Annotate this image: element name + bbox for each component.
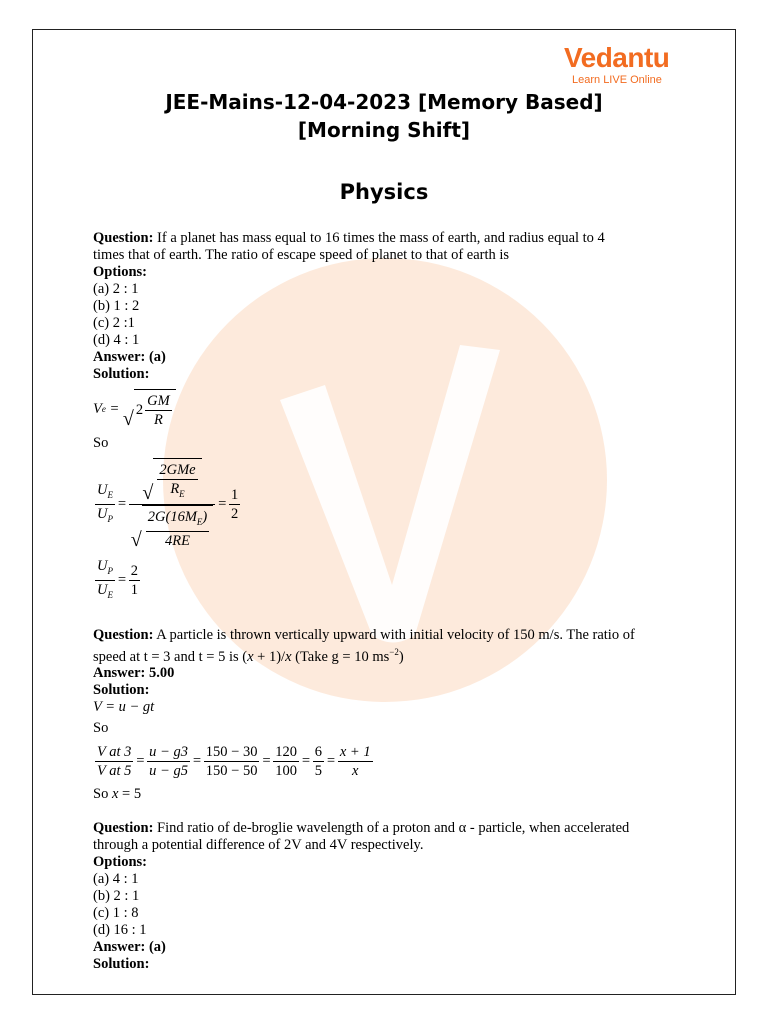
q2-text-line1	[93, 627, 693, 644]
fraction-numerator	[129, 458, 215, 505]
eq-subscript: E	[107, 589, 113, 600]
eq-subscript: E	[107, 489, 113, 500]
fraction-numerator: 1	[231, 486, 239, 503]
eq-subscript: P	[107, 513, 113, 524]
math-variable: x	[285, 648, 292, 665]
q1-option-b: (b) 1 : 2	[93, 298, 140, 314]
eq-symbol: R	[170, 481, 180, 497]
eq-fraction	[145, 392, 172, 429]
q1-equation-ratio: $\frac{U_E}{U_P}$ = √ $\frac{\text{2GMe}}{R_E}$ √ $\frac{2G(16M_E)}{4RE}$ = $\frac{1}{2}$	[93, 458, 693, 551]
q2-solution-label: Solution:	[93, 682, 150, 699]
q2-text: = 5	[118, 786, 142, 803]
fraction-denominator: V at 5	[97, 763, 132, 780]
document-content	[93, 230, 693, 973]
eq-symbol: U	[97, 581, 108, 598]
fraction-denominator: 4RE	[165, 532, 190, 549]
q3-option-b: (b) 2 : 1	[93, 888, 140, 905]
q1-text-line2: times that of earth. The ratio of escape speed of planet to that of earth is	[93, 247, 510, 263]
sqrt-expression: √ $\frac{2G(16M_E)}{4RE}$	[131, 505, 213, 550]
page-title-line2: [Morning Shift]	[297, 118, 471, 142]
fraction-denominator: 100	[275, 763, 297, 780]
eq-subscript: E	[179, 488, 185, 499]
q2-text: A particle is thrown vertically upward with initial velocity of 150 m/s. The ratio of	[156, 626, 635, 643]
q2-equation-velocity: V = u − gt	[93, 699, 155, 716]
eq-fraction	[273, 743, 299, 780]
fraction-denominator	[129, 505, 215, 551]
question-label: Question:	[93, 230, 154, 246]
fraction-denominator: 1	[130, 581, 139, 598]
q1-equation-final: $\frac{U_P}{U_E}$ = $\frac{2}{1}$	[93, 557, 693, 604]
page-title-line1: JEE-Mains-12-04-2023 [Memory Based]	[165, 90, 603, 114]
q3-option-a: (a) 4 : 1	[93, 871, 139, 888]
eq-fraction	[313, 743, 324, 780]
q1-equation-escape-velocity: V e = √ 2 $\frac{GM}{R}$	[93, 389, 693, 429]
eq-subscript: E	[196, 516, 203, 527]
q3-options-label: Options:	[93, 854, 147, 871]
eq-symbol: U	[97, 557, 108, 574]
q3-text-line2: through a potential difference of 2V and 4V respectively.	[93, 837, 424, 854]
eq-fraction	[204, 743, 260, 780]
subject-heading: Physics	[339, 180, 429, 204]
q2-text: + 1)/	[253, 648, 286, 665]
sqrt-expression: √ $\frac{\text{2GMe}}{R_E}$	[142, 458, 201, 503]
vedantu-logo	[560, 42, 670, 90]
eq-fraction	[147, 743, 190, 780]
q1-answer: Answer: (a)	[93, 349, 166, 365]
q1-solution-label: Solution:	[93, 366, 150, 382]
eq-nested-fraction	[129, 458, 215, 551]
fraction-numerator: 6	[314, 744, 323, 761]
fraction-numerator: 2GMe	[159, 462, 196, 478]
eq-factor: 2	[135, 402, 144, 418]
question-label: Question:	[93, 820, 154, 837]
q2-text: speed at t = 3 and t = 5 is (	[93, 648, 248, 665]
fraction-denominator	[95, 505, 115, 528]
q2-text: (Take g = 10 ms	[291, 648, 390, 665]
fraction-denominator: 150 − 50	[205, 763, 258, 780]
eq-fraction	[157, 461, 197, 503]
q2-conclusion	[93, 786, 693, 803]
q1-options-label: Options:	[93, 264, 147, 280]
q3-text-line1	[93, 820, 693, 837]
fraction-denominator: u − g5	[149, 763, 188, 780]
eq-fraction	[129, 562, 140, 599]
q1-option-a: (a) 2 : 1	[93, 281, 139, 297]
eq-symbol: 2G(16M	[147, 508, 197, 525]
fraction-numerator: x + 1	[339, 744, 371, 761]
eq-fraction	[146, 508, 209, 550]
q3-solution-label: Solution:	[93, 956, 150, 973]
eq-subscript: P	[107, 565, 113, 576]
sqrt-expression: √ 2 $\frac{GM}{R}$	[123, 389, 176, 429]
fraction-denominator: 2	[231, 505, 239, 522]
fraction-denominator	[157, 480, 197, 503]
q3-option-d: (d) 16 : 1	[93, 922, 147, 939]
eq-symbol: U	[97, 482, 108, 498]
q3-option-c: (c) 1 : 8	[93, 905, 139, 922]
q2-answer: Answer: 5.00	[93, 665, 175, 682]
eq-symbol: V	[93, 400, 102, 417]
fraction-numerator: u − g3	[149, 744, 188, 761]
q2-text: So	[93, 786, 112, 803]
eq-symbol: )	[202, 508, 208, 525]
eq-fraction	[95, 557, 115, 604]
q2-text: )	[398, 648, 404, 665]
q3-text: Find ratio of de-broglie wavelength of a proton and α - particle, when accelerated	[157, 820, 630, 837]
eq-fraction	[229, 486, 240, 523]
fraction-denominator: x	[351, 763, 359, 780]
q1-option-c: (c) 2 :1	[93, 315, 135, 331]
q1-option-d: (d) 4 : 1	[93, 332, 140, 348]
fraction-numerator: 2	[130, 562, 139, 579]
q2-text-line2	[93, 644, 693, 666]
q2-so: So	[93, 720, 109, 737]
fraction-numerator: V at 3	[97, 744, 132, 761]
eq-subscript: e	[101, 403, 106, 414]
q1-so: So	[93, 435, 109, 451]
math-variable: x	[247, 648, 254, 665]
eq-fraction	[95, 743, 133, 780]
fraction-numerator	[95, 557, 115, 581]
fraction-numerator	[95, 481, 115, 505]
q1-text: If a planet has mass equal to 16 times the mass of earth, and radius equal to 4	[157, 230, 605, 246]
q1-text-line1	[93, 230, 693, 247]
logo-wordmark: Vedantu	[564, 42, 670, 73]
fraction-numerator: 150 − 30	[205, 744, 258, 761]
fraction-numerator: 120	[275, 744, 297, 761]
eq-symbol: U	[97, 505, 108, 522]
eq-fraction	[95, 481, 115, 528]
q2-equation-ratio: $\frac{\text{V at 3}}{\text{V at 5}}$ = $\frac{u - g3}{u - g5}$ = $\frac{150 - 30}{150 - 50}$ = $\frac{120}{100}$ = $\frac{6}{5}$ = $\frac{x + 1}{x}$	[97, 744, 371, 780]
fraction-numerator: GM	[147, 393, 170, 409]
superscript: −2	[389, 646, 399, 657]
question-label: Question:	[93, 626, 154, 643]
eq-fraction	[338, 743, 373, 780]
fraction-denominator: R	[153, 412, 163, 428]
fraction-numerator	[146, 508, 209, 532]
q3-answer: Answer: (a)	[93, 939, 166, 956]
fraction-denominator	[95, 581, 115, 604]
logo-tagline: Learn LIVE Online	[572, 74, 662, 86]
fraction-denominator: 5	[314, 763, 323, 780]
math-variable: x	[111, 786, 119, 803]
